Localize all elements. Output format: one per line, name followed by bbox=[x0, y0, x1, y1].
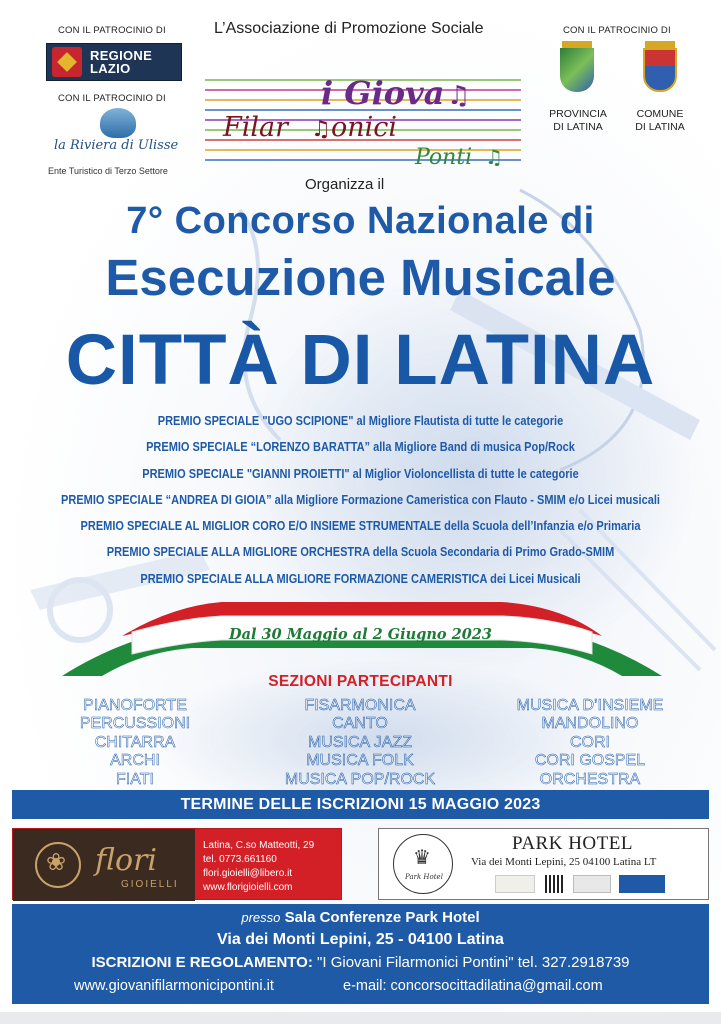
flori-info bbox=[203, 839, 339, 895]
sezioni-column-1 bbox=[60, 697, 210, 789]
hotel-image-icon bbox=[495, 875, 535, 893]
bottom-strip bbox=[0, 1012, 721, 1024]
regione-emblem-icon bbox=[52, 47, 82, 77]
flori-email: flori.gioielli@libero.it bbox=[203, 868, 293, 879]
provincia-label-line2: DI LATINA bbox=[553, 121, 603, 133]
comune-label-line1: COMUNE bbox=[636, 108, 684, 120]
park-hotel-address: Via dei Monti Lepini, 25 04100 Latina LT bbox=[471, 856, 657, 868]
music-note-icon: ♫ bbox=[447, 81, 471, 111]
sezione-item: CHITARRA bbox=[94, 733, 176, 751]
riviera-subtitle: Ente Turistico di Terzo Settore bbox=[48, 166, 168, 176]
sezioni-title: SEZIONI PARTECIPANTI bbox=[268, 673, 453, 690]
qr-code-icon bbox=[545, 875, 565, 893]
flori-phone: tel. 0773.661160 bbox=[203, 854, 277, 865]
title-line2: Esecuzione Musicale bbox=[105, 249, 616, 306]
sezione-item: MUSICA FOLK bbox=[306, 752, 414, 770]
sezione-item: CORI bbox=[570, 733, 610, 751]
music-note-icon: ♫ bbox=[485, 145, 503, 169]
premio-item: PREMIO SPECIALE AL MIGLIOR CORO E/O INSIEME STRUMENTALE della Scuola dell’Infanzia e/o Primaria bbox=[80, 518, 641, 534]
patrocinio-label-left-1: CON IL PATROCINIO DI bbox=[58, 25, 166, 36]
association-label: L’Associazione di Promozione Sociale bbox=[214, 20, 484, 37]
flori-brand-sub: GIOIELLI bbox=[121, 879, 179, 890]
sezione-item: FISARMONICA bbox=[304, 697, 416, 714]
venue-address: Via dei Monti Lepini, 25 - 04100 Latina bbox=[217, 931, 504, 948]
park-hotel-seal-text: ♛ Park Hotel bbox=[405, 873, 443, 881]
flori-gioielli-ad bbox=[12, 828, 342, 900]
sezione-item: MUSICA D’INSIEME bbox=[516, 697, 664, 714]
park-hotel-ad bbox=[378, 828, 709, 900]
logo-text-giovani: i Giova bbox=[321, 74, 445, 112]
premi-list bbox=[0, 408, 721, 592]
regione-lazio-logo bbox=[46, 43, 182, 81]
sezione-item: FIATI bbox=[116, 770, 154, 788]
comune-label-line2: DI LATINA bbox=[635, 121, 685, 133]
venue-line bbox=[12, 909, 709, 926]
logo-text-ponti: Ponti bbox=[415, 145, 473, 170]
organizza-label: Organizza il bbox=[305, 176, 385, 193]
sezione-item: MANDOLINO bbox=[541, 715, 639, 733]
riviera-logo-text: la Riviera di Ulisse bbox=[54, 138, 179, 153]
sezione-item: ORCHESTRA bbox=[539, 770, 641, 788]
park-hotel-badge-icon bbox=[573, 875, 611, 893]
title-line3: CITTÀ DI LATINA bbox=[65, 321, 656, 400]
regione-logo-line2: LAZIO bbox=[90, 61, 131, 76]
flori-brand: flori bbox=[95, 843, 158, 878]
iscrizioni-label: ISCRIZIONI E REGOLAMENTO: bbox=[91, 954, 313, 971]
sezioni-column-2 bbox=[270, 697, 450, 789]
sezione-item: CANTO bbox=[332, 715, 388, 733]
venue-name: Sala Conferenze Park Hotel bbox=[284, 909, 480, 926]
wave-icon bbox=[100, 108, 136, 138]
regione-logo-line1: REGIONE bbox=[90, 48, 153, 63]
premio-item: PREMIO SPECIALE ALLA MIGLIORE ORCHESTRA della Scuola Secondaria di Primo Grado-SMIM bbox=[106, 544, 615, 560]
patrocinio-label-right: CON IL PATROCINIO DI bbox=[563, 25, 671, 36]
sezione-item: CORI GOSPEL bbox=[534, 752, 646, 770]
presso-label: presso bbox=[241, 910, 281, 925]
riviera-di-ulisse-logo bbox=[44, 108, 190, 176]
sezioni-column-3 bbox=[505, 697, 675, 789]
premio-item: PREMIO SPECIALE "GIANNI PROIETTI" al Miglior Violoncellista di tutte le categorie bbox=[142, 465, 579, 481]
sezione-item: PERCUSSIONI bbox=[79, 715, 191, 733]
iscrizioni-line bbox=[12, 954, 709, 971]
provincia-crest-icon bbox=[560, 48, 594, 92]
sezione-item: ARCHI bbox=[110, 752, 160, 770]
music-note-icon: ♫ bbox=[311, 117, 331, 142]
deadline-banner: TERMINE DELLE ISCRIZIONI 15 MAGGIO 2023 bbox=[12, 790, 709, 819]
provincia-label bbox=[543, 108, 613, 134]
flori-logo bbox=[13, 829, 195, 901]
comune-label bbox=[625, 108, 695, 134]
logo-text-onici: onici bbox=[331, 112, 398, 143]
website-link[interactable]: www.giovanifilarmonicipontini.it bbox=[74, 978, 274, 994]
patrocinio-label-left-2: CON IL PATROCINIO DI bbox=[58, 93, 166, 104]
iscrizioni-value: "I Giovani Filarmonici Pontini" tel. 327.2918739 bbox=[317, 954, 630, 971]
title-line1: 7° Concorso Nazionale di bbox=[126, 200, 595, 242]
giovani-filarmonici-pontini-logo bbox=[203, 64, 523, 174]
comune-crest-icon bbox=[643, 48, 677, 92]
park-hotel-seal-icon bbox=[393, 834, 453, 894]
premio-item: PREMIO SPECIALE "UGO SCIPIONE" al Migliore Flautista di tutte le categorie bbox=[157, 413, 564, 428]
logo-text-filar: Filar bbox=[223, 112, 289, 143]
app-store-badge-icon bbox=[619, 875, 665, 893]
event-dates: Dal 30 Maggio al 2 Giugno 2023 bbox=[229, 626, 492, 643]
park-hotel-name: PARK HOTEL bbox=[512, 833, 633, 854]
sezione-item: MUSICA POP/ROCK bbox=[284, 770, 436, 788]
sezione-item: MUSICA JAZZ bbox=[307, 733, 412, 751]
flori-address: Latina, C.so Matteotti, 29 bbox=[203, 840, 315, 851]
venue-info-panel bbox=[12, 904, 709, 1004]
premio-item: PREMIO SPECIALE “ANDREA DI GIOIA” alla Migliore Formazione Cameristica con Flauto - SMIM e/o Licei musicali bbox=[61, 491, 660, 507]
sezione-item: PIANOFORTE bbox=[83, 697, 187, 714]
provincia-label-line1: PROVINCIA bbox=[549, 108, 607, 120]
flower-icon bbox=[35, 842, 81, 888]
flori-web: www.florigioielli.com bbox=[203, 882, 293, 893]
premio-item: PREMIO SPECIALE “LORENZO BARATTA” alla Migliore Band di musica Pop/Rock bbox=[146, 439, 575, 455]
premio-item: PREMIO SPECIALE ALLA MIGLIORE FORMAZIONE CAMERISTICA dei Licei Musicali bbox=[140, 570, 581, 586]
email-link[interactable]: e-mail: concorsocittadilatina@gmail.com bbox=[343, 978, 603, 994]
